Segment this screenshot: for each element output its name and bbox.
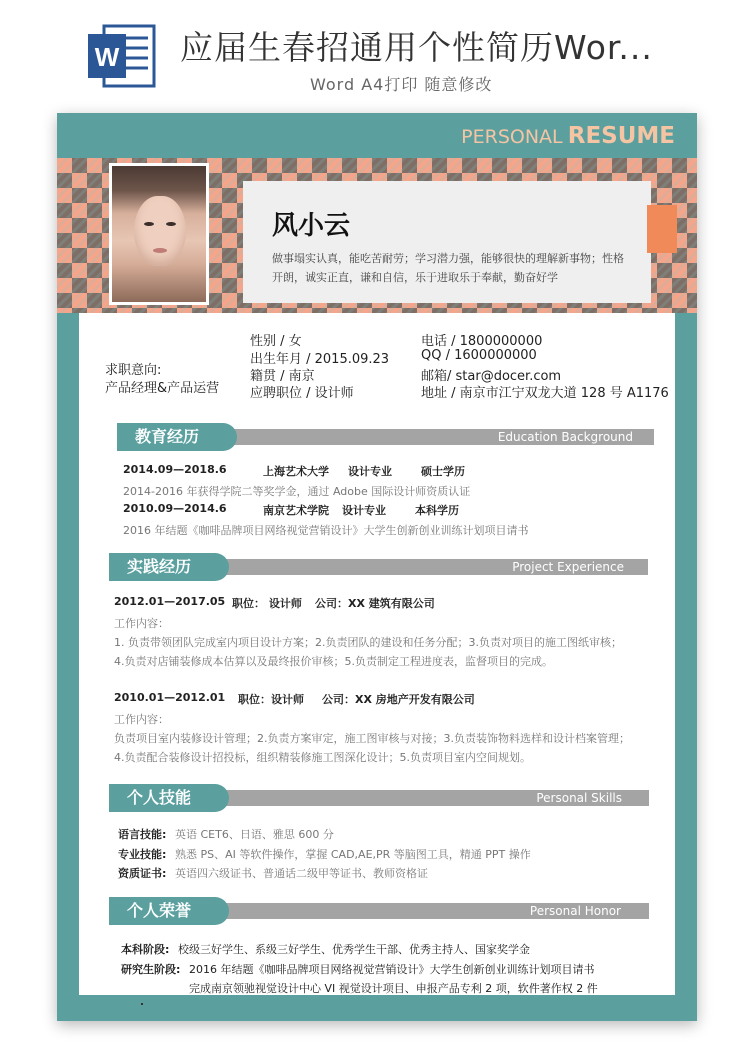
practice-title-en: Project Experience bbox=[512, 560, 624, 574]
edu2-note: 2016 年结题《咖啡品牌项目网络视觉营销设计》大学生创新创业训练计划项目请书 bbox=[123, 524, 529, 537]
info-email: 邮箱/ star@docer.com bbox=[421, 369, 562, 384]
document-title: 应届生春招通用个性简历Wor... bbox=[180, 28, 653, 67]
edu2-school: 南京艺术学院 bbox=[263, 504, 329, 517]
edu1-major: 设计专业 bbox=[348, 465, 392, 478]
page-dot bbox=[141, 1003, 143, 1005]
info-native: 籍贯 / 南京 bbox=[250, 369, 315, 384]
photo-eye-right bbox=[166, 222, 176, 226]
edu2-period: 2010.09—2014.6 bbox=[123, 502, 227, 515]
skill2-label: 专业技能: bbox=[118, 848, 167, 861]
job1-period: 2012.01—2017.05 bbox=[114, 595, 226, 608]
edu1-period: 2014.09—2018.6 bbox=[123, 463, 227, 476]
candidate-name: 风小云 bbox=[272, 211, 351, 241]
honors-title-en: Personal Honor bbox=[529, 904, 621, 918]
objective-value: 产品经理&产品运营 bbox=[105, 381, 220, 396]
brand-heading bbox=[461, 123, 675, 149]
photo-lips bbox=[153, 248, 167, 253]
honor2-label: 研究生阶段: bbox=[121, 963, 181, 976]
photo-eye-left bbox=[144, 222, 154, 226]
info-qq: QQ / 1600000000 bbox=[421, 348, 537, 363]
info-address: 地址 / 南京市江宁双龙大道 128 号 A1176 bbox=[421, 386, 669, 401]
job2-period: 2010.01—2012.01 bbox=[114, 691, 226, 704]
info-gender: 性别 / 女 bbox=[250, 334, 302, 349]
job1-company: 公司：XX 建筑有限公司 bbox=[315, 597, 435, 610]
practice-title: 实践经历 bbox=[109, 553, 229, 581]
edu1-school: 上海艺术大学 bbox=[263, 465, 329, 478]
skills-title-en: Personal Skills bbox=[536, 791, 622, 805]
skills-title: 个人技能 bbox=[109, 784, 229, 812]
honor3-value: 完成南京领驰视觉设计中心 VI 视觉设计项目、申报产品专利 2 项，软件著作权 2 件 bbox=[189, 982, 598, 995]
bottom-band bbox=[57, 995, 697, 1021]
photo-face bbox=[134, 196, 186, 266]
info-birth: 出生年月 / 2015.09.23 bbox=[250, 352, 390, 367]
profile-photo bbox=[109, 163, 209, 305]
edu2-degree: 本科学历 bbox=[415, 504, 459, 517]
job2-company: 公司：XX 房地产开发有限公司 bbox=[322, 693, 475, 706]
skill1-value: 英语 CET6、日语、雅思 600 分 bbox=[175, 828, 334, 841]
skill3-label: 资质证书: bbox=[118, 867, 167, 880]
job2-line2: 4.负责配合装修设计招投标，组织精装修施工图深化设计；5.负责项目室内空间规划。 bbox=[114, 751, 531, 764]
resume-preview bbox=[57, 113, 697, 1021]
info-position: 应聘职位 / 设计师 bbox=[250, 386, 354, 401]
brand-resume: RESUME bbox=[567, 123, 675, 149]
education-title-en: Education Background bbox=[497, 430, 633, 444]
skill2-value: 熟悉 PS、AI 等软件操作，掌握 CAD,AE,PR 等脑图工具，精通 PPT 操作 bbox=[175, 848, 531, 861]
info-phone: 电话 / 1800000000 bbox=[421, 334, 543, 349]
right-border bbox=[675, 313, 697, 1021]
honor1-value: 校级三好学生、系级三好学生、优秀学生干部、优秀主持人、国家奖学金 bbox=[178, 943, 530, 956]
edu1-degree: 硕士学历 bbox=[421, 465, 465, 478]
name-card-tab bbox=[647, 205, 677, 253]
document-subtitle: Word A4打印 随意修改 bbox=[310, 75, 493, 94]
honor1-label: 本科阶段: bbox=[121, 943, 170, 956]
honors-title: 个人荣誉 bbox=[109, 897, 229, 925]
job1-content-label: 工作内容： bbox=[114, 617, 169, 630]
brand-personal: PERSONAL bbox=[461, 126, 563, 148]
objective-label: 求职意向: bbox=[105, 363, 162, 378]
honor2-value: 2016 年结题《咖啡品牌项目网络视觉营销设计》大学生创新创业训练计划项目请书 bbox=[189, 963, 595, 976]
edu1-note: 2014-2016 年获得学院二等奖学金，通过 Adobe 国际设计师资质认证 bbox=[123, 485, 471, 498]
job1-position: 职位： 设计师 bbox=[232, 597, 302, 610]
job1-line2: 4.负责对店铺装修成本估算以及最终报价审核；5.负责制定工程进度表，监督项目的完成。 bbox=[114, 655, 553, 668]
word-document-icon bbox=[86, 22, 156, 90]
word-logo-letter: W bbox=[94, 42, 120, 72]
job2-position: 职位：设计师 bbox=[238, 693, 304, 706]
left-border bbox=[57, 313, 79, 1021]
skill1-label: 语言技能: bbox=[118, 828, 167, 841]
education-title: 教育经历 bbox=[117, 423, 237, 451]
job1-line1: 1. 负责带领团队完成室内项目设计方案；2.负责团队的建设和任务分配；3.负责对项目的施工图纸审核； bbox=[114, 636, 622, 649]
job2-line1: 负责项目室内装修设计管理；2.负责方案审定，施工图审核与对接；3.负责装饰物料选样和设计档案管理； bbox=[114, 732, 630, 745]
job2-content-label: 工作内容： bbox=[114, 713, 169, 726]
skill3-value: 英语四六级证书、普通话二级甲等证书、教师资格证 bbox=[175, 867, 428, 880]
self-description: 做事塌实认真，能吃苦耐劳；学习潜力强，能够很快的理解新事物；性格开朗，诚实正直，谦和自信，乐于进取乐于奉献，勤奋好学 bbox=[272, 252, 624, 284]
edu2-major: 设计专业 bbox=[342, 504, 386, 517]
